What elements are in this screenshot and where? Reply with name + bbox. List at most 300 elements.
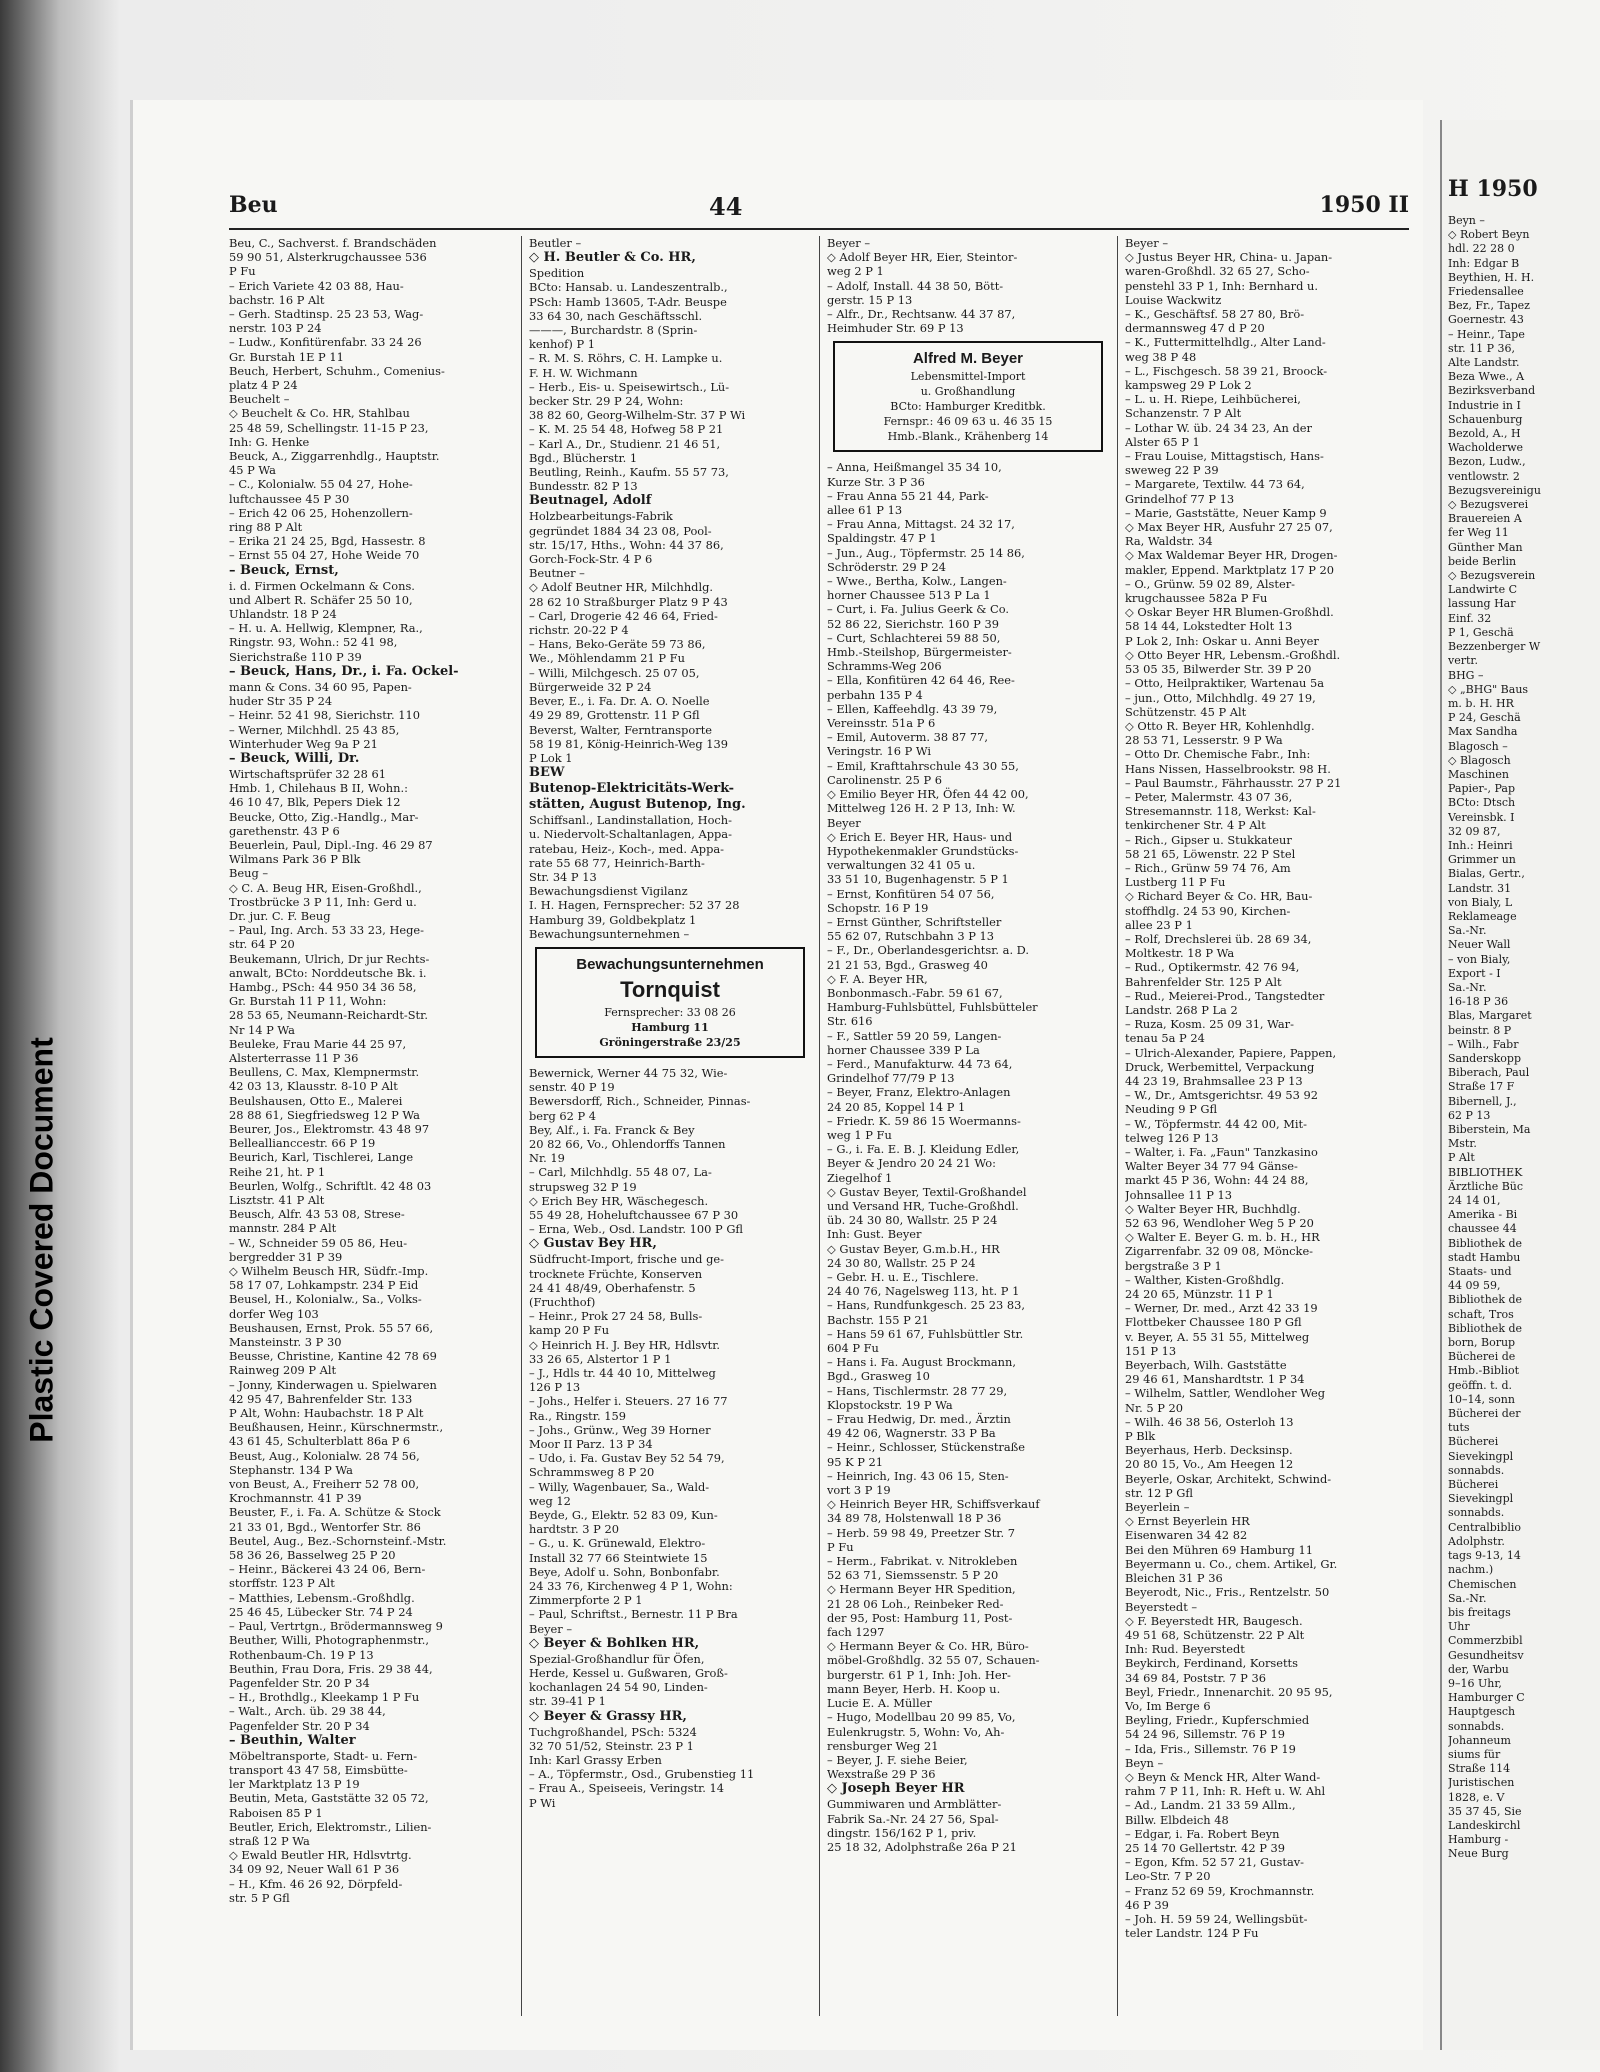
directory-entry-line: tenkirchener Str. 4 P Alt	[1125, 818, 1266, 833]
directory-entry-line: Bever, E., i. Fa. Dr. A. O. Noelle	[529, 694, 710, 709]
directory-entry-line: – Franz 52 69 59, Krochmannstr.	[1125, 1883, 1315, 1898]
directory-entry-line: ◇ Walter Beyer HR, Buchhdlg.	[1125, 1201, 1301, 1216]
directory-entry-line: 44 23 19, Brahmsallee 23 P 13	[1125, 1073, 1303, 1088]
directory-entry-line: 126 P 13	[529, 1380, 581, 1395]
directory-entry-line: 55 62 07, Rutschbahn 3 P 13	[827, 929, 995, 944]
right-page-line: bis freitags	[1448, 1605, 1511, 1619]
directory-entry-line: Vereinsstr. 51a P 6	[827, 716, 936, 731]
directory-entry-line: bachstr. 16 P Alt	[229, 292, 325, 307]
directory-entry-line: – Ludw., Konfitürenfabr. 33 24 26	[229, 335, 422, 350]
directory-entry-line: – K., Futtermittelhdlg., Alter Land-	[1125, 335, 1326, 350]
right-page-line: Export - I	[1448, 966, 1501, 980]
directory-entry-line: – Beuck, Hans, Dr., i. Fa. Ockel-	[229, 663, 459, 679]
directory-entry-line: – H., Kfm. 46 26 92, Dörpfeld-	[229, 1876, 403, 1891]
directory-entry-line: – R. M. S. Röhrs, C. H. Lampke u.	[529, 351, 723, 366]
directory-entry-line: Lucie E. A. Müller	[827, 1696, 932, 1711]
directory-entry-line: transport 43 47 58, Eimsbütte-	[229, 1762, 408, 1777]
directory-entry-line: Beyerstedt –	[1125, 1599, 1198, 1614]
directory-entry-line: str. 12 P Gfl	[1125, 1485, 1193, 1500]
right-page-line: Gesundheitsv	[1448, 1648, 1524, 1662]
right-page-line: Straße 114	[1448, 1762, 1511, 1776]
directory-entry-line: 38 82 60, Georg-Wilhelm-Str. 37 P Wi	[529, 408, 746, 423]
directory-entry-line: str. 5 P Gfl	[229, 1890, 290, 1905]
directory-entry-line: Bürgerweide 32 P 24	[529, 679, 652, 694]
directory-entry-line: – W., Schneider 59 05 86, Heu-	[229, 1235, 408, 1250]
directory-entry-line: ◇ Otto R. Beyer HR, Kohlenhdlg.	[1125, 718, 1315, 733]
directory-entry-line: Louise Wackwitz	[1125, 292, 1222, 307]
directory-entry-line: Beuleke, Frau Marie 44 25 97,	[229, 1036, 407, 1051]
directory-entry-line: garethenstr. 43 P 6	[229, 823, 340, 838]
directory-entry-line: – Frau Hedwig, Dr. med., Ärztin	[827, 1412, 1011, 1427]
directory-entry-line: – O., Grünw. 59 02 89, Alster-	[1125, 576, 1295, 591]
directory-entry-line: Beuch, Herbert, Schuhm., Comenius-	[229, 363, 445, 378]
directory-entry-line: mann & Cons. 34 60 95, Papen-	[229, 679, 412, 694]
directory-entry-line: – Lothar W. üb. 24 34 23, An der	[1125, 420, 1312, 435]
directory-entry-line: – A., Töpfermstr., Osd., Grubenstieg 11	[529, 1767, 755, 1782]
right-page-line: Bücherei	[1448, 1435, 1499, 1449]
directory-entry-line: bergredder 31 P 39	[229, 1249, 343, 1264]
directory-entry-line: – Egon, Kfm. 52 57 21, Gustav-	[1125, 1855, 1305, 1870]
directory-entry-line: Beurich, Karl, Tischlerei, Lange	[229, 1150, 414, 1165]
directory-entry-line: – Beuck, Ernst,	[229, 562, 339, 578]
advert-street: Gröningerstraße 23/25	[599, 1035, 741, 1049]
directory-entry-line: – Ulrich-Alexander, Papiere, Pappen,	[1125, 1045, 1337, 1060]
directory-entry-line: 42 03 13, Klausstr. 8-10 P Alt	[229, 1079, 398, 1094]
directory-entry-line: – Friedr. K. 59 86 15 Woermanns-	[827, 1113, 1021, 1128]
directory-entry-line: – L. u. H. Riepe, Leihbücherei,	[1125, 392, 1301, 407]
right-page-line: Biberach, Paul	[1448, 1066, 1530, 1080]
right-page-line: Alte Landstr.	[1448, 356, 1520, 370]
right-page-line: stadt Hambu	[1448, 1250, 1521, 1264]
directory-entry-line: – Rolf, Drechslerei üb. 28 69 34,	[1125, 931, 1312, 946]
directory-entry-line: ◇ Richard Beyer & Co. HR, Bau-	[1125, 889, 1313, 904]
directory-entry-line: 25 18 32, Adolphstraße 26a P 21	[827, 1839, 1017, 1854]
directory-entry-line: straß 12 P Wa	[229, 1833, 310, 1848]
right-page-line: Schauenburg	[1448, 412, 1523, 426]
right-page-line: BCto: Dtsch	[1448, 796, 1516, 810]
directory-entry-line: – Carl, Drogerie 42 46 64, Fried-	[529, 608, 718, 623]
right-page-line: 16-18 P 36	[1448, 995, 1509, 1009]
directory-entry-line: 46 P 39	[1125, 1897, 1169, 1912]
directory-entry-line: Fabrik Sa.-Nr. 24 27 56, Spal-	[827, 1811, 999, 1826]
directory-entry-line: – Heinrich, Ing. 43 06 15, Sten-	[827, 1468, 1009, 1483]
advert-line: u. Großhandlung	[920, 385, 1016, 399]
directory-entry-line: – Johs., Grünw., Weg 39 Horner	[529, 1422, 711, 1437]
directory-entry-line: – Johs., Helfer i. Steuers. 27 16 77	[529, 1394, 728, 1409]
right-page-line: Adolphstr.	[1448, 1534, 1505, 1548]
directory-entry-line: 58 19 81, König-Heinrich-Weg 139	[529, 736, 729, 751]
directory-entry-line: 24 20 85, Koppel 14 P 1	[827, 1099, 966, 1114]
right-page-line: ◇ Blagosch	[1448, 753, 1511, 767]
advert-phone: Fernsprecher: 33 08 26	[604, 1005, 736, 1019]
directory-entry-line: – Walter, i. Fa. „Faun" Tanzkasino	[1125, 1145, 1318, 1159]
directory-entry-line: Beyerbach, Wilh. Gaststätte	[1125, 1358, 1287, 1373]
right-page-line: 62 P 13	[1448, 1108, 1491, 1122]
directory-entry-line: ◇ Oskar Beyer HR Blumen-Großhdl.	[1125, 605, 1334, 620]
directory-entry-line: Schröderstr. 29 P 24	[827, 559, 947, 574]
directory-entry-line: Leo-Str. 7 P 20	[1125, 1869, 1211, 1884]
directory-entry-line: – Paul, Ing. Arch. 53 33 23, Hege-	[229, 923, 424, 938]
directory-entry-line: Bewachungsunternehmen –	[529, 926, 690, 941]
directory-entry-line: Beutler, Erich, Elektromstr., Lilien-	[229, 1819, 432, 1834]
directory-entry-line: 24 41 48/49, Oberhafenstr. 5	[529, 1280, 696, 1295]
header-rule	[229, 228, 1409, 230]
directory-entry-line: Schiffsanl., Landinstallation, Hoch-	[529, 813, 732, 828]
advert-tornquist	[535, 947, 805, 1058]
directory-entry-line: – H. u. A. Hellwig, Klempner, Ra.,	[229, 621, 423, 636]
directory-entry-line: Beutner –	[529, 566, 585, 581]
directory-entry-line: Bei den Mühren 69 Hamburg 11	[1125, 1542, 1313, 1557]
directory-entry-line: strupsweg 32 P 19	[529, 1179, 637, 1194]
directory-entry-line: Nr. 19	[529, 1151, 565, 1166]
directory-entry-line: Grindelhof 77 P 13	[1125, 491, 1235, 506]
directory-entry-line: ———, Burchardstr. 8 (Sprin-	[529, 323, 698, 338]
directory-entry-line: luftchaussee 45 P 30	[229, 491, 350, 506]
directory-entry-line: 24 33 76, Kirchenweg 4 P 1, Wohn:	[529, 1579, 733, 1594]
directory-entry-line: Beyer	[827, 815, 861, 830]
directory-entry-line: Hambg., PSch: 44 950 34 36 58,	[229, 979, 417, 994]
directory-entry-line: Hypothekenmakler Grundstücks-	[827, 843, 1019, 858]
directory-entry-line: u. Niedervolt-Schaltanlagen, Appa-	[529, 827, 732, 842]
directory-entry-line: We., Möhlendamm 21 P Fu	[529, 651, 685, 666]
directory-entry-line: – K. M. 25 54 48, Hofweg 58 P 21	[529, 422, 724, 437]
directory-entry-line: Beykirch, Ferdinand, Korsetts	[1125, 1656, 1298, 1671]
directory-entry-line: – G., i. Fa. E. B. J. Kleidung Edler,	[827, 1142, 1020, 1157]
directory-entry-line: – Gebr. H. u. E., Tischlere.	[827, 1270, 979, 1284]
directory-entry-line: ◇ Beyn & Menck HR, Alter Wand-	[1125, 1769, 1321, 1784]
column-2	[529, 236, 811, 2016]
directory-entry-line: Winterhuder Weg 9a P 21	[229, 736, 378, 751]
directory-entry-line: anwalt, BCto: Norddeutsche Bk. i.	[229, 965, 427, 980]
directory-entry-line: hardtstr. 3 P 20	[529, 1522, 619, 1537]
right-page-line: str. 11 P 36,	[1448, 341, 1515, 355]
column-divider	[1117, 236, 1118, 2016]
directory-entry-line: – Edgar, i. Fa. Robert Beyn	[1125, 1826, 1280, 1841]
right-page-line: fer Weg 11	[1448, 526, 1509, 540]
directory-entry-line: Wirtschaftsprüfer 32 28 61	[229, 766, 386, 781]
directory-entry-line: Bleichen 31 P 36	[1125, 1571, 1223, 1586]
right-page-line: Reklameage	[1448, 909, 1517, 923]
directory-entry-line: – Beuthin, Walter	[229, 1732, 356, 1748]
directory-entry-line: markt 45 P 36, Wohn: 44 24 88,	[1125, 1173, 1309, 1188]
directory-entry-line: – Curt, i. Fa. Julius Geerk & Co.	[827, 602, 1009, 617]
directory-entry-line: ◇ H. Beutler & Co. HR,	[529, 250, 696, 266]
directory-entry-line: – Peter, Malermstr. 43 07 36,	[1125, 789, 1293, 804]
directory-entry-line: telweg 126 P 13	[1125, 1130, 1219, 1145]
directory-entry-line: Schopstr. 16 P 19	[827, 900, 929, 915]
right-page-line: Inh: Edgar B	[1448, 256, 1520, 270]
directory-entry-line: – Karl A., Dr., Studienr. 21 46 51,	[529, 436, 721, 451]
directory-entry-line: 21 28 06 Loh., Reinbeker Red-	[827, 1596, 1004, 1611]
right-page-line: Neuer Wall	[1448, 938, 1511, 952]
right-page-line: Beza Wwe., A	[1448, 370, 1525, 384]
directory-entry-line: mannstr. 284 P Alt	[229, 1221, 337, 1236]
directory-entry-line: ◇ Emilio Beyer HR, Öfen 44 42 00,	[827, 787, 1029, 802]
directory-entry-line: – Rich., Gipser u. Stukkateur	[1125, 832, 1292, 847]
directory-entry-line: P Alt, Wohn: Haubachstr. 18 P Alt	[229, 1406, 424, 1421]
directory-entry-line: senstr. 40 P 19	[529, 1080, 615, 1095]
directory-entry-line: – Walt., Arch. üb. 29 38 44,	[229, 1704, 386, 1719]
directory-entry-line: Butenop-Elektricitäts-Werk-	[529, 781, 735, 797]
directory-entry-line: Beurlen, Wolfg., Schriftlt. 42 48 03	[229, 1178, 432, 1193]
directory-entry-line: 42 95 47, Bahrenfelder Str. 133	[229, 1391, 413, 1406]
directory-entry-line: – Ellen, Kaffeehdlg. 43 39 79,	[827, 701, 998, 716]
directory-entry-line: 33 51 10, Bugenhagenstr. 5 P 1	[827, 872, 1009, 887]
directory-entry-line: – Emil, Krafttahrschule 43 30 55,	[827, 758, 1019, 773]
directory-entry-line: ◇ Adolf Beutner HR, Milchhdlg.	[529, 580, 714, 595]
directory-entry-line: ◇ Hermann Beyer HR Spedition,	[827, 1582, 1016, 1597]
directory-entry-line: 28 53 65, Neumann-Reichardt-Str.	[229, 1008, 428, 1023]
directory-entry-line: – Herb., Eis- u. Speisewirtsch., Lü-	[529, 379, 730, 394]
directory-entry-line: – K., Geschäftsf. 58 27 80, Brö-	[1125, 307, 1305, 322]
directory-entry-line: Krochmannstr. 41 P 39	[229, 1491, 362, 1506]
directory-entry-line: ◇ Hermann Beyer & Co. HR, Büro-	[827, 1639, 1029, 1654]
directory-entry-line: tenau 5a P 24	[1125, 1031, 1205, 1046]
directory-entry-line: ◇ Gustav Beyer, Textil-Großhandel	[827, 1184, 1027, 1199]
right-page-line: Landeskirchl	[1448, 1818, 1521, 1832]
directory-entry-line: 52 86 22, Sierichstr. 160 P 39	[827, 616, 999, 631]
directory-entry-line: – Willi, Milchgesch. 25 07 05,	[529, 665, 700, 680]
directory-entry-line: str. 15/17, Hths., Wohn: 44 37 86,	[529, 537, 724, 552]
directory-entry-line: ◇ Max Waldemar Beyer HR, Drogen-	[1125, 548, 1338, 563]
directory-entry-line: – Beuck, Willi, Dr.	[229, 750, 360, 766]
directory-entry-line: Beusch, Alfr. 43 53 08, Strese-	[229, 1207, 405, 1222]
directory-entry-line: – Heinr. 52 41 98, Sierichstr. 110	[229, 708, 420, 723]
directory-entry-line: kenhof) P 1	[529, 337, 595, 352]
advert-name: Tornquist	[620, 976, 720, 1002]
directory-entry-line: Beusel, H., Kolonialw., Sa., Volks-	[229, 1292, 422, 1307]
directory-entry-line: Sierichstraße 110 P 39	[229, 649, 362, 664]
directory-entry-line: Vo, Im Berge 6	[1125, 1698, 1211, 1713]
directory-entry-line: Beuerlein, Paul, Dipl.-Ing. 46 29 87	[229, 837, 433, 852]
right-page-line: Bezirksverband	[1448, 384, 1536, 398]
directory-entry-line: allee 61 P 13	[827, 503, 903, 518]
directory-entry-line: – Ernst Günther, Schriftsteller	[827, 914, 1002, 929]
right-page-line: Inh.: Heinri	[1448, 838, 1513, 852]
advert-line: Hmb.-Blank., Krähenberg 14	[887, 430, 1049, 444]
directory-entry-line: ◇ F. Beyerstedt HR, Baugesch.	[1125, 1613, 1303, 1628]
column-3	[827, 236, 1109, 2016]
right-page-line: Papier-, Pap	[1448, 782, 1516, 796]
right-page-line: – Heinr., Tape	[1448, 327, 1525, 341]
right-page-line: Einf. 32	[1448, 611, 1492, 625]
directory-entry-line: weg 12	[529, 1493, 571, 1508]
directory-entry-line: 33 64 30, nach Geschäftsschl.	[529, 308, 703, 323]
directory-entry-line: – Hans, Rundfunkgesch. 25 23 83,	[827, 1298, 1025, 1313]
directory-entry-line: weg 2 P 1	[827, 264, 884, 279]
right-page-line: 24 14 01,	[1448, 1194, 1501, 1208]
directory-entry-line: Wilmans Park 36 P Blk	[229, 852, 361, 867]
right-page-line: – Wilh., Fabr	[1448, 1037, 1519, 1051]
right-page-line: Vereinsbk. I	[1448, 810, 1515, 824]
directory-entry-line: Beyerodt, Nic., Fris., Rentzelstr. 50	[1125, 1585, 1330, 1600]
directory-entry-line: BEW	[529, 765, 565, 781]
directory-entry-line: – Heinr., Schlosser, Stückenstraße	[827, 1440, 1025, 1455]
directory-entry-line: Belleallianccestr. 66 P 19	[229, 1136, 376, 1151]
directory-entry-line: Bey, Alf., i. Fa. Franck & Bey	[529, 1122, 695, 1137]
directory-entry-line: – W., Dr., Amtsgerichtsr. 49 53 92	[1125, 1088, 1318, 1103]
directory-entry-line: Grindelhof 77/79 P 13	[827, 1071, 955, 1086]
directory-entry-line: 25 48 59, Schellingstr. 11-15 P 23,	[229, 420, 429, 435]
directory-entry-line: Klopstockstr. 19 P Wa	[827, 1397, 953, 1412]
directory-entry-line: – Werner, Dr. med., Arzt 42 33 19	[1125, 1301, 1318, 1316]
directory-entry-line: Beutling, Reinh., Kaufm. 55 57 73,	[529, 465, 729, 480]
directory-entry-line: kampsweg 29 P Lok 2	[1125, 378, 1252, 393]
directory-entry-line: Beyde, G., Elektr. 52 83 09, Kun-	[529, 1508, 718, 1523]
directory-entry-line: Nr. 5 P 20	[1125, 1400, 1184, 1415]
advert-line: BCto: Hamburger Kreditbk.	[890, 400, 1046, 414]
right-page-line: Goernestr. 43	[1448, 313, 1524, 327]
directory-entry-line: Install 32 77 66 Steintwiete 15	[529, 1550, 708, 1565]
directory-entry-line: Moltkestr. 18 P Wa	[1125, 946, 1235, 961]
directory-entry-line: – Willy, Wagenbauer, Sa., Wald-	[529, 1479, 710, 1494]
right-page-line: Brauereien A	[1448, 512, 1522, 526]
directory-entry-line: – Paul Baumstr., Fährhausstr. 27 P 21	[1125, 775, 1342, 790]
directory-entry-line: Ziegelhof 1	[827, 1170, 893, 1185]
directory-entry-line: weg 38 P 48	[1125, 349, 1197, 364]
directory-entry-line: 55 49 28, Hoheluftchaussee 67 P 30	[529, 1207, 739, 1222]
directory-entry-line: Veringstr. 16 P Wi	[827, 744, 932, 759]
directory-entry-line: 25 46 45, Lübecker Str. 74 P 24	[229, 1604, 413, 1619]
directory-entry-line: stätten, August Butenop, Ing.	[529, 797, 746, 813]
directory-entry-line: Str. 616	[827, 1014, 873, 1029]
directory-entry-line: Beyerlein –	[1125, 1500, 1190, 1515]
right-page-line: m. b. H. HR	[1448, 696, 1514, 710]
directory-entry-line: kochanlagen 24 54 90, Linden-	[529, 1680, 708, 1695]
directory-entry-line: Beu, C., Sachverst. f. Brandschäden	[229, 236, 437, 250]
directory-entry-line: BCto: Hansab. u. Landeszentralb.,	[529, 280, 728, 295]
right-page-line: Blagosch –	[1448, 739, 1508, 753]
right-page-line: Sa.-Nr.	[1448, 1591, 1487, 1605]
right-page-line: P 24, Geschä	[1448, 711, 1521, 725]
directory-entry-line: – Beyer, Franz, Elektro-Anlagen	[827, 1085, 1011, 1100]
directory-entry-line: nerstr. 103 P 24	[229, 321, 322, 336]
right-page-line: Grimmer un	[1448, 853, 1516, 867]
right-page-line: siums für	[1448, 1747, 1501, 1761]
directory-entry-line: Mittelweg 126 H. 2 P 13, Inh: W.	[827, 801, 1016, 816]
advert-line: Lebensmittel-Import	[910, 370, 1026, 384]
directory-entry-line: – Hugo, Modellbau 20 99 85, Vo,	[827, 1710, 1016, 1725]
right-page-line: Sa.-Nr.	[1448, 924, 1487, 938]
right-page-line: BHG –	[1448, 668, 1484, 682]
directory-entry-line: 34 69 84, Poststr. 7 P 36	[1125, 1670, 1266, 1685]
directory-entry-line: ◇ Walter E. Beyer G. m. b. H., HR	[1125, 1230, 1320, 1245]
directory-entry-line: – Erich 42 06 25, Hohenzollern-	[229, 505, 413, 520]
directory-entry-line: Bundesstr. 82 P 13	[529, 479, 638, 494]
directory-entry-line: Stephanstr. 134 P Wa	[229, 1462, 353, 1477]
directory-entry-line: becker Str. 29 P 24, Wohn:	[529, 394, 684, 409]
directory-entry-line: – F., Sattler 59 20 59, Langen-	[827, 1028, 1002, 1043]
directory-entry-line: 20 80 15, Vo., Am Heegen 12	[1125, 1457, 1294, 1472]
right-page-line: ◇ Bezugsverein	[1448, 569, 1536, 583]
right-page-line: Hauptgesch	[1448, 1705, 1516, 1719]
directory-entry-line: Druck, Werbemittel, Verpackung	[1125, 1059, 1315, 1074]
directory-entry-line: verwaltungen 32 41 05 u.	[827, 858, 976, 873]
right-page-line: Bibernell, J.,	[1448, 1094, 1517, 1108]
directory-entry-line: Hans Nissen, Hasselbrookstr. 98 H.	[1125, 761, 1331, 776]
directory-entry-line: Ra, Waldstr. 34	[1125, 534, 1213, 549]
right-page-line: Friedensallee	[1448, 285, 1524, 299]
directory-entry-line: platz 4 P 24	[229, 378, 298, 393]
directory-entry-line: – Curt, Schlachterei 59 88 50,	[827, 630, 1001, 645]
right-page-line: Bezon, Ludw.,	[1448, 455, 1526, 469]
directory-entry-line: 54 24 96, Sillemstr. 76 P 19	[1125, 1727, 1285, 1742]
directory-entry-line: gerstr. 15 P 13	[827, 292, 913, 307]
directory-entry-line: Raboisen 85 P 1	[229, 1805, 323, 1820]
directory-entry-line: – Wwe., Bertha, Kolw., Langen-	[827, 574, 1007, 589]
right-page-line: Johanneum	[1448, 1733, 1511, 1747]
directory-entry-line: Alster 65 P 1	[1125, 434, 1200, 449]
directory-entry-line: Beutel, Aug., Bez.-Schornsteinf.-Mstr.	[229, 1533, 447, 1548]
directory-entry-line: – Heinr., Prok 27 24 58, Bulls-	[529, 1309, 703, 1324]
directory-entry-line: ring 88 P Alt	[229, 520, 303, 535]
directory-entry-line: – Beyer, J. F. siehe Beier,	[827, 1752, 968, 1767]
directory-entry-line: Beushausen, Ernst, Prok. 55 57 66,	[229, 1320, 434, 1335]
directory-entry-line: P Lok 1	[529, 750, 573, 765]
directory-entry-line: Nr 14 P Wa	[229, 1022, 295, 1037]
directory-entry-line: Heimhuder Str. 69 P 13	[827, 321, 964, 336]
directory-entry-line: Gummiwaren und Armblätter-	[827, 1797, 1002, 1812]
directory-entry-line: Kurze Str. 3 P 36	[827, 474, 925, 489]
directory-entry-line: – Frau Anna, Mittagst. 24 32 17,	[827, 517, 1015, 532]
directory-entry-line: Beutler –	[529, 236, 582, 250]
right-page-line: Biberstein, Ma	[1448, 1123, 1531, 1136]
right-page-line: Hmb.-Bibliot	[1448, 1364, 1520, 1378]
directory-entry-line: Schanzenstr. 7 P Alt	[1125, 406, 1242, 421]
directory-entry-line: Inh: Rud. Beyerstedt	[1125, 1642, 1245, 1657]
directory-entry-line: ◇ Justus Beyer HR, China- u. Japan-	[1125, 250, 1333, 265]
directory-entry-line: 49 42 06, Wagnerstr. 33 P Ba	[827, 1426, 996, 1441]
right-page-line: ventlowstr. 2	[1448, 469, 1520, 483]
directory-entry-line: ◇ Beuchelt & Co. HR, Stahlbau	[229, 406, 410, 421]
directory-entry-line: – Ella, Konfitüren 42 64 46, Ree-	[827, 673, 1015, 688]
directory-entry-line: Stresemannstr. 118, Werkst: Kal-	[1125, 804, 1316, 819]
directory-entry-line: 95 K P 21	[827, 1454, 884, 1469]
directory-entry-line: Beuthin, Frau Dora, Fris. 29 38 44,	[229, 1661, 433, 1676]
right-page-line: Blas, Margaret	[1448, 1009, 1532, 1023]
column-divider	[819, 236, 820, 2016]
directory-entry-line: – Erna, Web., Osd. Landstr. 100 P Gfl	[529, 1222, 744, 1237]
right-page-line: vertr.	[1448, 654, 1478, 668]
directory-entry-line: rate 55 68 77, Heinrich-Barth-	[529, 855, 705, 870]
directory-entry-line: Hamburg 39, Goldbekplatz 1	[529, 912, 697, 927]
right-page-line: Amerika - Bi	[1448, 1208, 1518, 1222]
directory-entry-line: 49 29 89, Grottenstr. 11 P Gfl	[529, 708, 700, 723]
directory-entry-line: dingstr. 156/162 P 1, priv.	[827, 1825, 977, 1840]
directory-entry-line: Bgd., Grasweg 10	[827, 1369, 930, 1384]
directory-entry-line: fach 1297	[827, 1625, 885, 1640]
directory-entry-line: und Versand HR, Tuche-Großhdl.	[827, 1198, 1019, 1213]
directory-entry-line: dermannsweg 47 d P 20	[1125, 321, 1265, 336]
directory-entry-line: – Anna, Heißmangel 35 34 10,	[827, 460, 1002, 475]
directory-entry-line: – Jun., Aug., Töpfermstr. 25 14 86,	[827, 545, 1025, 560]
directory-entry-line: Beukemann, Ulrich, Dr jur Rechts-	[229, 951, 430, 966]
directory-entry-line: Trostbrücke 3 P 11, Inh: Gerd u.	[229, 894, 417, 909]
advert-alfred-beyer	[833, 341, 1103, 452]
directory-entry-line: P Blk	[1125, 1429, 1156, 1444]
directory-entry-line: – Adolf, Install. 44 38 50, Bött-	[827, 278, 1004, 293]
directory-entry-line: 21 33 01, Bgd., Wentorfer Str. 86	[229, 1519, 421, 1534]
right-page-line: Industrie in I	[1448, 398, 1521, 412]
directory-entry-line: Inh: Gust. Beyer	[827, 1227, 922, 1242]
directory-entry-line: – Rud., Optikermstr. 42 76 94,	[1125, 960, 1300, 975]
right-page-line: geöffn. t. d.	[1448, 1378, 1513, 1392]
directory-entry-line: – Marie, Gaststätte, Neuer Kamp 9	[1125, 505, 1327, 520]
directory-entry-line: 24 20 65, Münzstr. 11 P 1	[1125, 1287, 1274, 1302]
directory-entry-line: Moor II Parz. 13 P 34	[529, 1437, 653, 1452]
directory-entry-line: P Wi	[529, 1795, 556, 1810]
directory-entry-line: Spedition	[529, 266, 585, 281]
